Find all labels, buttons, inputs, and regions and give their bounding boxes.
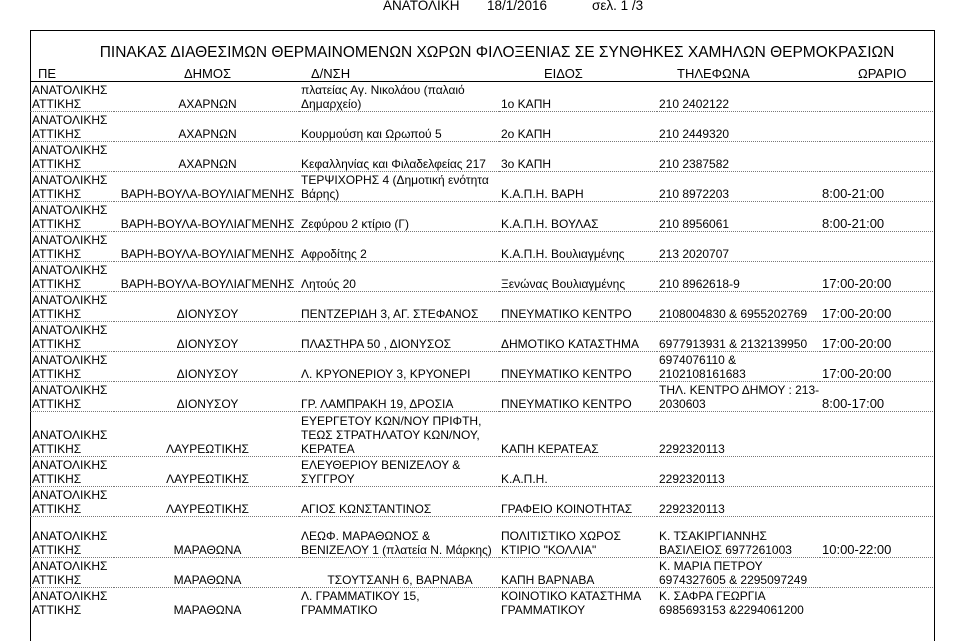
cell-hours: 8:00-21:00: [820, 202, 933, 232]
cell-phone: 210 8962618-9: [657, 262, 820, 292]
cell-address: Ζεφύρου 2 κτίριο (Γ): [299, 202, 499, 232]
table-row: [30, 82, 933, 112]
cell-address: ΓΡ. ΛΑΜΠΡΑΚΗ 19, ΔΡΟΣΙΑ: [299, 382, 499, 412]
column-header-phone: ΤΗΛΕΦΩΝΑ: [657, 66, 820, 82]
cell-phone: 2292320113: [657, 487, 820, 517]
cell-dimos: ΔΙΟΝΥΣΟΥ: [114, 292, 299, 322]
cell-dimos: ΔΙΟΝΥΣΟΥ: [114, 352, 299, 382]
cell-dimos: ΒΑΡΗ-ΒΟΥΛΑ-ΒΟΥΛΙΑΓΜΕΝΗΣ: [114, 262, 299, 292]
document-title: ΠΙΝΑΚΑΣ ΔΙΑΘΕΣΙΜΩΝ ΘΕΡΜΑΙΝΟΜΕΝΩΝ ΧΩΡΩΝ ΦΙΛΟΞΕΝΙΑΣ ΣΕ ΣΥΝΘΗΚΕΣ ΧΑΜΗΛΩΝ ΘΕΡΜΟΚΡΑΣΙΩΝ: [99, 44, 895, 61]
table-row: [30, 172, 933, 202]
cell-type: Κ.Α.Π.Η. Βουλιαγμένης: [499, 232, 657, 262]
table-row: [30, 322, 933, 352]
cell-dimos: ΛΑΥΡΕΩΤΙΚΗΣ: [114, 487, 299, 517]
cell-hours: 8:00-17:00: [820, 382, 933, 412]
cell-address: ΠΛΑΣΤΗΡΑ 50 , ΔΙΟΝΥΣΟΣ: [299, 322, 499, 352]
header-page-number: σελ. 1 /3: [592, 0, 644, 13]
cell-type: ΠΟΛΙΤΙΣΤΙΚΟ ΧΩΡΟΣ ΚΤΙΡΙΟ "ΚΟΛΛΙΑ": [499, 517, 657, 558]
column-header-hours: ΩΡΑΡΙΟ: [820, 66, 933, 82]
cell-dimos: ΒΑΡΗ-ΒΟΥΛΑ-ΒΟΥΛΙΑΓΜΕΝΗΣ: [114, 232, 299, 262]
cell-type: ΠΝΕΥΜΑΤΙΚΟ ΚΕΝΤΡΟ: [499, 292, 657, 322]
cell-phone: 210 8956061: [657, 202, 820, 232]
cell-address: ΑΓΙΟΣ ΚΩΝΣΤΑΝΤΙΝΟΣ: [299, 487, 499, 517]
cell-type: 3ο ΚΑΠΗ: [499, 142, 657, 172]
cell-type: Κ.Α.Π.Η. ΒΟΥΛΑΣ: [499, 202, 657, 232]
cell-pe: ΑΝΑΤΟΛΙΚΗΣ ΑΤΤΙΚΗΣ: [30, 352, 114, 382]
cell-pe: ΑΝΑΤΟΛΙΚΗΣ ΑΤΤΙΚΗΣ: [30, 142, 114, 172]
cell-dimos: ΜΑΡΑΘΩΝΑ: [114, 558, 299, 588]
cell-pe: ΑΝΑΤΟΛΙΚΗΣ ΑΤΤΙΚΗΣ: [30, 588, 114, 618]
cell-address: Λητούς 20: [299, 262, 499, 292]
cell-address: ΛΕΩΦ. ΜΑΡΑΘΩΝΟΣ & ΒΕΝΙΖΕΛΟΥ 1 (πλατεία Ν. Μάρκης): [299, 517, 499, 558]
cell-pe: ΑΝΑΤΟΛΙΚΗΣ ΑΤΤΙΚΗΣ: [30, 457, 114, 487]
table-row: [30, 517, 933, 558]
cell-dimos: ΒΑΡΗ-ΒΟΥΛΑ-ΒΟΥΛΙΑΓΜΕΝΗΣ: [114, 172, 299, 202]
cell-pe: ΑΝΑΤΟΛΙΚΗΣ ΑΤΤΙΚΗΣ: [30, 382, 114, 412]
cell-dimos: ΛΑΥΡΕΩΤΙΚΗΣ: [114, 457, 299, 487]
cell-hours: 17:00-20:00: [820, 292, 933, 322]
page-header: [0, 0, 960, 16]
cell-phone: Κ. ΜΑΡΙΑ ΠΕΤΡΟΥ 6974327605 & 2295097249: [657, 558, 820, 588]
cell-hours: [820, 588, 933, 618]
cell-address: ΠΕΝΤΖΕΡΙΔΗ 3, ΑΓ. ΣΤΕΦΑΝΟΣ: [299, 292, 499, 322]
cell-phone: 6977913931 & 2132139950: [657, 322, 820, 352]
cell-type: Ξενώνας Βουλιαγμένης: [499, 262, 657, 292]
shelters-table: [30, 66, 933, 617]
cell-pe: ΑΝΑΤΟΛΙΚΗΣ ΑΤΤΙΚΗΣ: [30, 172, 114, 202]
cell-address: Κεφαλληνίας και Φιλαδελφείας 217: [299, 142, 499, 172]
cell-hours: 17:00-20:00: [820, 262, 933, 292]
cell-dimos: ΑΧΑΡΝΩΝ: [114, 82, 299, 112]
cell-phone: 210 8972203: [657, 172, 820, 202]
cell-dimos: ΜΑΡΑΘΩΝΑ: [114, 517, 299, 558]
cell-phone: 210 2449320: [657, 112, 820, 142]
cell-pe: ΑΝΑΤΟΛΙΚΗΣ ΑΤΤΙΚΗΣ: [30, 322, 114, 352]
table-row: [30, 352, 933, 382]
cell-pe: ΑΝΑΤΟΛΙΚΗΣ ΑΤΤΙΚΗΣ: [30, 112, 114, 142]
cell-hours: [820, 232, 933, 262]
cell-type: ΚΑΠΗ ΒΑΡΝΑΒΑ: [499, 558, 657, 588]
cell-phone: 2292320113: [657, 457, 820, 487]
cell-address: ΤΕΡΨΙΧΟΡΗΣ 4 (Δημοτική ενότητα Βάρης): [299, 172, 499, 202]
cell-address: πλατείας Αγ. Νικολάου (παλαιό Δημαρχείο): [299, 82, 499, 112]
cell-type: ΠΝΕΥΜΑΤΙΚΟ ΚΕΝΤΡΟ: [499, 382, 657, 412]
cell-type: ΓΡΑΦΕΙΟ ΚΟΙΝΟΤΗΤΑΣ: [499, 487, 657, 517]
cell-phone: Κ. ΣΑΦΡΑ ΓΕΩΡΓΙΑ 6985693153 &2294061200: [657, 588, 820, 618]
cell-pe: ΑΝΑΤΟΛΙΚΗΣ ΑΤΤΙΚΗΣ: [30, 517, 114, 558]
cell-pe: ΑΝΑΤΟΛΙΚΗΣ ΑΤΤΙΚΗΣ: [30, 412, 114, 457]
table-row: [30, 588, 933, 618]
cell-hours: [820, 558, 933, 588]
cell-hours: [820, 487, 933, 517]
table-row: [30, 412, 933, 457]
column-header-dimos: ΔΗΜΟΣ: [114, 66, 299, 82]
cell-address: Αφροδίτης 2: [299, 232, 499, 262]
cell-dimos: ΒΑΡΗ-ΒΟΥΛΑ-ΒΟΥΛΙΑΓΜΕΝΗΣ: [114, 202, 299, 232]
cell-type: ΚΑΠΗ ΚΕΡΑΤΕΑΣ: [499, 412, 657, 457]
cell-hours: [820, 112, 933, 142]
cell-type: ΠΝΕΥΜΑΤΙΚΟ ΚΕΝΤΡΟ: [499, 352, 657, 382]
table-row: [30, 558, 933, 588]
column-header-type: ΕΙΔΟΣ: [499, 66, 657, 82]
cell-address: ΤΣΟΥΤΣΑΝΗ 6, ΒΑΡΝΑΒΑ: [299, 558, 499, 588]
table-row: [30, 202, 933, 232]
header-date: 18/1/2016: [487, 0, 548, 13]
cell-hours: [820, 412, 933, 457]
table-row: [30, 292, 933, 322]
cell-hours: [820, 457, 933, 487]
table-row: [30, 142, 933, 172]
column-header-address: Δ/ΝΣΗ: [299, 66, 499, 82]
cell-type: 2ο ΚΑΠΗ: [499, 112, 657, 142]
table-row: [30, 112, 933, 142]
cell-hours: 17:00-20:00: [820, 322, 933, 352]
cell-pe: ΑΝΑΤΟΛΙΚΗΣ ΑΤΤΙΚΗΣ: [30, 82, 114, 112]
cell-dimos: ΔΙΟΝΥΣΟΥ: [114, 382, 299, 412]
cell-address: Λ. ΚΡΥΟΝΕΡΙΟΥ 3, ΚΡΥΟΝΕΡΙ: [299, 352, 499, 382]
cell-dimos: ΜΑΡΑΘΩΝΑ: [114, 588, 299, 618]
table-header-row: [30, 66, 933, 82]
cell-hours: [820, 142, 933, 172]
table-row: [30, 457, 933, 487]
column-header-pe: ΠΕ: [30, 66, 114, 82]
cell-type: Κ.Α.Π.Η.: [499, 457, 657, 487]
cell-pe: ΑΝΑΤΟΛΙΚΗΣ ΑΤΤΙΚΗΣ: [30, 487, 114, 517]
cell-pe: ΑΝΑΤΟΛΙΚΗΣ ΑΤΤΙΚΗΣ: [30, 232, 114, 262]
cell-address: ΕΥΕΡΓΕΤΟΥ ΚΩΝ/ΝΟΥ ΠΡΙΦΤΗ, ΤΕΩΣ ΣΤΡΑΤΗΛΑΤΟΥ ΚΩΝ/ΝΟΥ, ΚΕΡΑΤΕΑ: [299, 412, 499, 457]
table-row: [30, 262, 933, 292]
cell-phone: ΤΗΛ. ΚΕΝΤΡΟ ΔΗΜΟΥ : 213-2030603: [659, 383, 820, 411]
cell-hours: 10:00-22:00: [820, 517, 933, 558]
cell-hours: 17:00-20:00: [820, 352, 933, 382]
cell-pe: ΑΝΑΤΟΛΙΚΗΣ ΑΤΤΙΚΗΣ: [30, 292, 114, 322]
cell-pe: ΑΝΑΤΟΛΙΚΗΣ ΑΤΤΙΚΗΣ: [30, 262, 114, 292]
cell-type: ΔΗΜΟΤΙΚΟ ΚΑΤΑΣΤΗΜΑ: [499, 322, 657, 352]
header-region: ΑΝΑΤΟΛΙΚΗ: [383, 0, 460, 13]
cell-type: Κ.Α.Π.Η. ΒΑΡΗ: [499, 172, 657, 202]
cell-phone: Κ. ΤΣΑΚΙΡΓΙΑΝΝΗΣ ΒΑΣΙΛΕΙΟΣ 6977261003: [657, 517, 820, 558]
cell-phone: 6974076110 & 2102108161683: [657, 352, 820, 382]
table-row: [30, 487, 933, 517]
cell-hours: 8:00-21:00: [820, 172, 933, 202]
cell-address: Κουρμούση και Ωρωπού 5: [299, 112, 499, 142]
cell-phone: 2108004830 & 6955202769: [657, 292, 820, 322]
cell-pe: ΑΝΑΤΟΛΙΚΗΣ ΑΤΤΙΚΗΣ: [30, 558, 114, 588]
cell-type: ΚΟΙΝΟΤΙΚΟ ΚΑΤΑΣΤΗΜΑ ΓΡΑΜΜΑΤΙΚΟΥ: [499, 588, 657, 618]
cell-hours: [820, 82, 933, 112]
cell-dimos: ΑΧΑΡΝΩΝ: [114, 112, 299, 142]
cell-dimos: ΛΑΥΡΕΩΤΙΚΗΣ: [114, 412, 299, 457]
cell-type: 1ο ΚΑΠΗ: [499, 82, 657, 112]
table-row: [30, 382, 933, 412]
cell-pe: ΑΝΑΤΟΛΙΚΗΣ ΑΤΤΙΚΗΣ: [30, 202, 114, 232]
cell-dimos: ΔΙΟΝΥΣΟΥ: [114, 322, 299, 352]
cell-phone: 2292320113: [657, 412, 820, 457]
cell-phone: 213 2020707: [657, 232, 820, 262]
cell-address: ΕΛΕΥΘΕΡΙΟΥ ΒΕΝΙΖΕΛΟΥ & ΣΥΓΓΡΟΥ: [299, 457, 499, 487]
table-row: [30, 232, 933, 262]
cell-phone: 210 2387582: [657, 142, 820, 172]
cell-address: Λ. ΓΡΑΜΜΑΤΙΚΟΥ 15, ΓΡΑΜΜΑΤΙΚΟ: [299, 588, 499, 618]
cell-phone: 210 2402122: [657, 82, 820, 112]
cell-dimos: ΑΧΑΡΝΩΝ: [114, 142, 299, 172]
